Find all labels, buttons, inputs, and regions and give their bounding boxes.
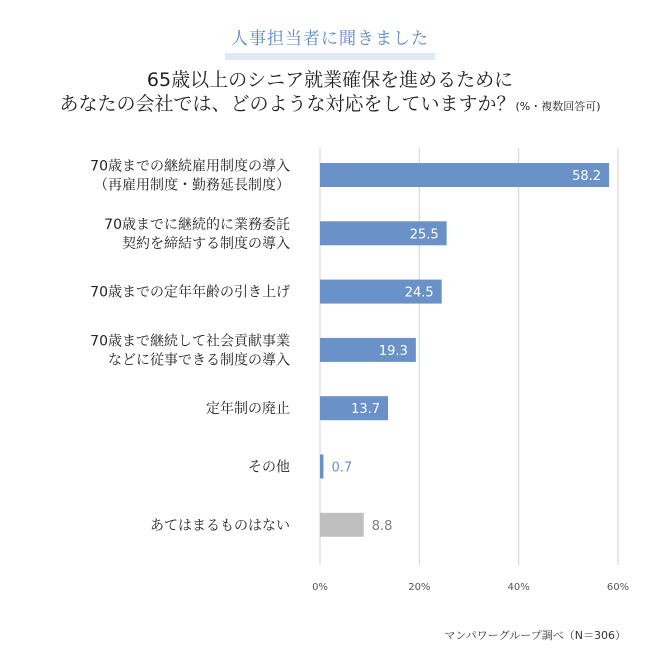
data-label: 19.3 [378,343,408,359]
bar [320,513,364,537]
x-tick-label: 20% [408,582,431,593]
category-label: 契約を締結する制度の導入 [122,235,290,252]
header-tag-label: 人事担当者に聞きました [225,28,435,60]
category-label: 70歳までの定年年齢の引き上げ [90,284,290,301]
data-label: 8.8 [371,518,393,534]
category-label: あてはまるものはない [150,517,290,534]
category-label: その他 [248,459,290,476]
source-note: マンパワーグループ調べ（N＝306） [444,629,626,642]
category-label: （再雇用制度・勤務延長制度） [94,177,290,194]
chart-title-note: (%・複数回答可) [515,100,601,113]
category-label: などに従事できる制度の導入 [108,352,290,369]
category-label: 70歳までに継続的に業務委託 [104,216,290,233]
chart-title-line2: あなたの会社では、どのような対応をしていますか？ [59,93,516,115]
category-label: 定年制の廃止 [206,401,290,418]
data-label: 24.5 [404,285,434,301]
data-label: 58.2 [572,169,602,184]
x-tick-label: 0% [312,582,328,593]
category-label: 70歳まで継続して社会貢献事業 [90,333,290,350]
data-label: 0.7 [331,460,353,476]
chart-title-line1: 65歳以上のシニア就業確保を進めるために [146,69,514,91]
category-label: 70歳までの継続雇用制度の導入 [90,158,290,175]
bar [320,163,609,187]
data-label: 13.7 [351,402,381,418]
data-label: 25.5 [409,227,439,243]
bar [320,455,323,479]
x-tick-label: 40% [507,582,530,593]
x-tick-label: 60% [606,582,630,593]
